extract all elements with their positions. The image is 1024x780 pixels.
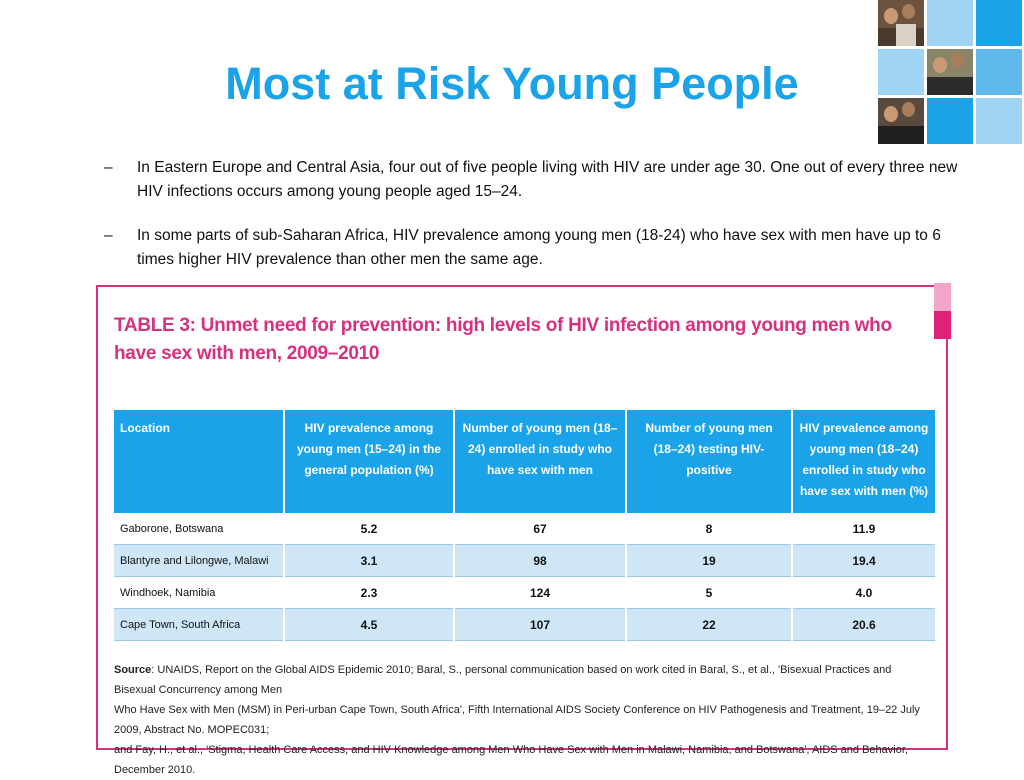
color-tile xyxy=(927,0,973,46)
color-tile xyxy=(878,49,924,95)
color-tile xyxy=(976,49,1022,95)
column-header: Number of young men (18–24) enrolled in study who have sex with men xyxy=(454,410,626,513)
photo-tile-3 xyxy=(878,98,924,144)
table-cell: Gaborone, Botswana xyxy=(114,513,284,545)
bullet-item xyxy=(100,224,960,272)
table-cell: 3.1 xyxy=(284,545,454,577)
column-header: Number of young men (18–24) testing HIV-positive xyxy=(626,410,792,513)
bullet-dash: – xyxy=(104,227,113,244)
bullet-text: In some parts of sub-Saharan Africa, HIV prevalence among young men (18-24) who have sex with men have up to 6 times higher HIV prevalence than other men the same age. xyxy=(137,227,941,268)
table-cell: Blantyre and Lilongwe, Malawi xyxy=(114,545,284,577)
photo-mosaic xyxy=(878,0,1024,146)
table-cell: 124 xyxy=(454,577,626,609)
table-cell: 67 xyxy=(454,513,626,545)
table-cell: 19.4 xyxy=(792,545,935,577)
table-cell: Windhoek, Namibia xyxy=(114,577,284,609)
table-cell: 4.0 xyxy=(792,577,935,609)
column-header: HIV prevalence among young men (18–24) enrolled in study who have sex with men (%) xyxy=(792,410,935,513)
table-cell: 107 xyxy=(454,609,626,641)
column-header: HIV prevalence among young men (15–24) in the general population (%) xyxy=(284,410,454,513)
bullet-dash: – xyxy=(104,159,113,176)
table-cell: 98 xyxy=(454,545,626,577)
bullet-list xyxy=(100,156,960,292)
color-tile xyxy=(927,98,973,144)
table-cell: 5.2 xyxy=(284,513,454,545)
data-table xyxy=(114,410,935,641)
source-line: Source: UNAIDS, Report on the Global AIDS Epidemic 2010; Baral, S., personal communication based on work cited in Baral, S., et al., 'Bisexual Practices and Bisexual Concurrency among Men xyxy=(114,664,892,696)
table-cell: 2.3 xyxy=(284,577,454,609)
table-cell: 20.6 xyxy=(792,609,935,641)
table-title: TABLE 3: Unmet need for prevention: high levels of HIV infection among young men who have sex with men, 2009–2010 xyxy=(114,315,892,364)
bullet-text: In Eastern Europe and Central Asia, four out of five people living with HIV are under age 30. One out of every three new HIV infections occurs among young people aged 15–24. xyxy=(137,159,958,200)
table-cell: 19 xyxy=(626,545,792,577)
table-cell: Cape Town, South Africa xyxy=(114,609,284,641)
table-cell: 8 xyxy=(626,513,792,545)
bullet-item xyxy=(100,156,960,204)
table-row xyxy=(114,545,935,577)
source-line: Who Have Sex with Men (MSM) in Peri-urban Cape Town, South Africa', Fifth International AIDS Society Conference on HIV Pathogenesis and Treatment, 19–22 July 2009, Abstract No. MOPEC031; xyxy=(114,704,920,736)
table-cell: 11.9 xyxy=(792,513,935,545)
table-source-note xyxy=(114,660,934,780)
color-tile xyxy=(976,0,1022,46)
slide-title: Most at Risk Young People xyxy=(225,58,799,109)
pink-side-tab xyxy=(934,283,951,339)
color-tile xyxy=(976,98,1022,144)
column-header: Location xyxy=(114,410,284,513)
table-row xyxy=(114,577,935,609)
table-cell: 22 xyxy=(626,609,792,641)
source-label: Source xyxy=(114,664,152,676)
photo-tile-2 xyxy=(927,49,973,95)
table-header-row xyxy=(114,410,935,513)
table-cell: 4.5 xyxy=(284,609,454,641)
table-cell: 5 xyxy=(626,577,792,609)
table-row xyxy=(114,609,935,641)
photo-tile-1 xyxy=(878,0,924,46)
source-line: and Fay, H., et al., 'Stigma, Health Care Access, and HIV Knowledge among Men Who Have Sex with Men in Malawi, Namibia, and Botswana', AIDS and Behavior, December 2010. xyxy=(114,744,908,776)
table-row xyxy=(114,513,935,545)
